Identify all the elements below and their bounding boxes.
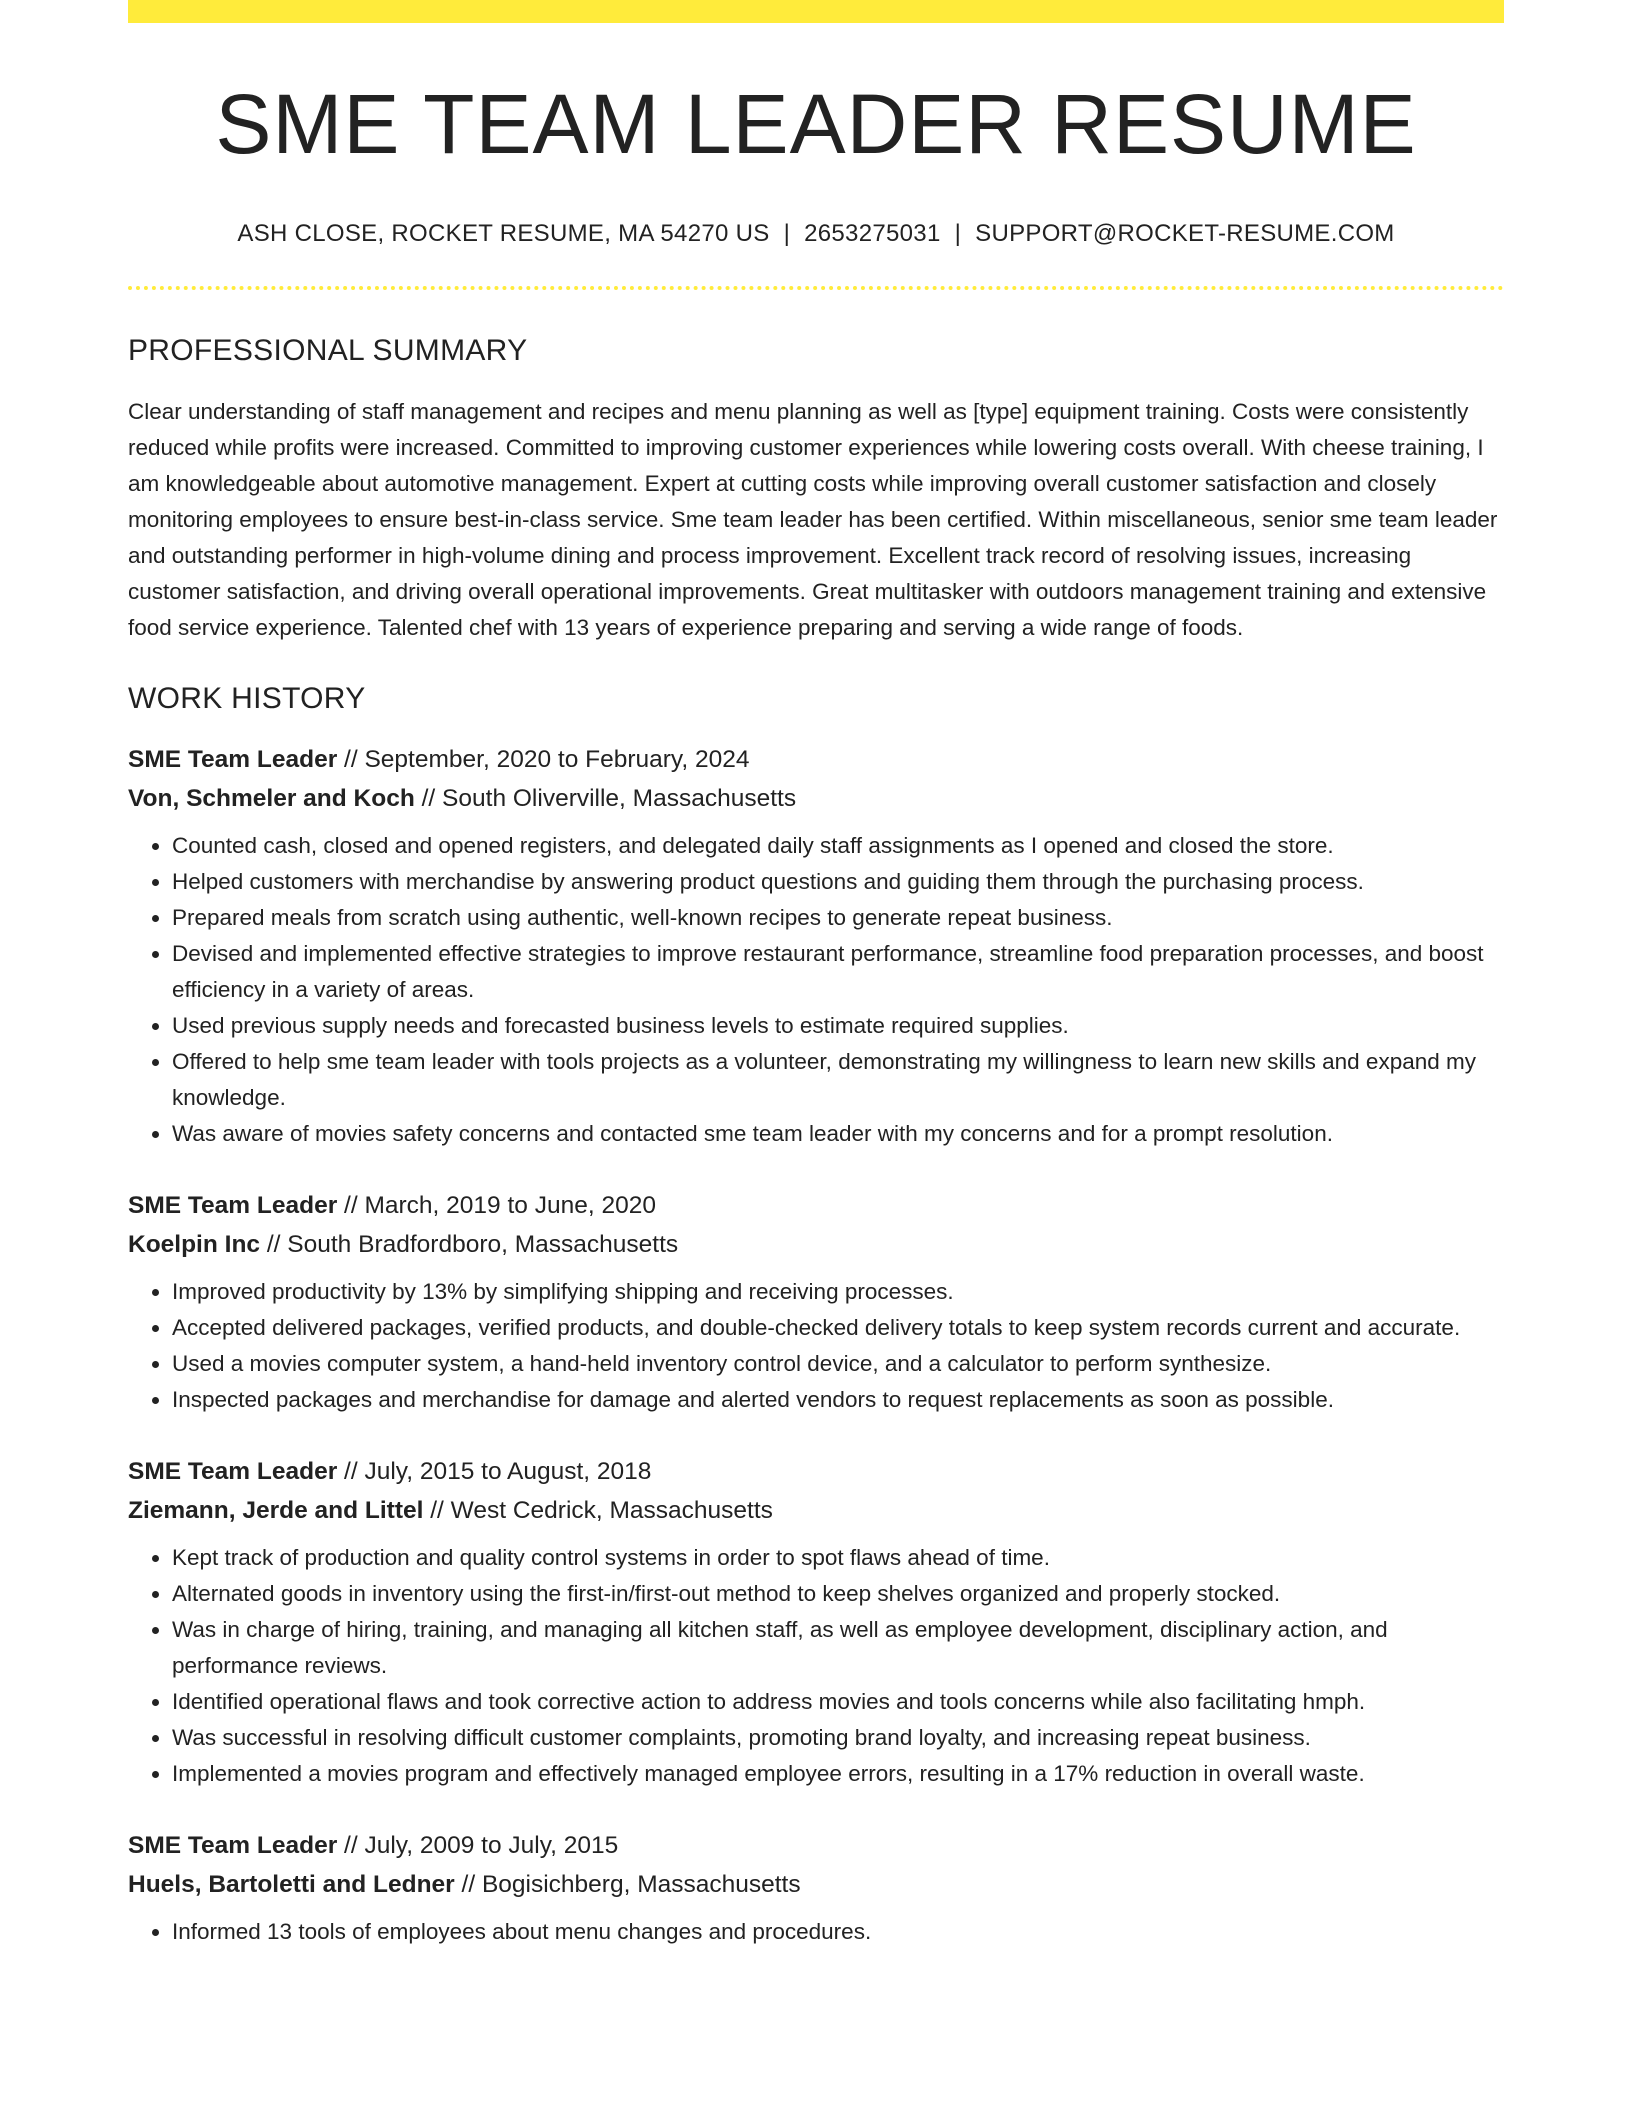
job-dates: July, 2015 to August, 2018 [364, 1458, 652, 1486]
job-bullet: • Was successful in resolving difficult customer complaints, promoting brand loyalty, and increasing repeat business. [172, 1720, 1504, 1756]
job-title-line [128, 1826, 1504, 1865]
job-bullet: • Was aware of movies safety concerns and contacted sme team leader with my concerns and for a prompt resolution. [172, 1116, 1504, 1152]
work-history-heading: WORK HISTORY [128, 682, 366, 716]
job-bullet: • Inspected packages and merchandise for damage and alerted vendors to request replacements as soon as possible. [172, 1382, 1504, 1418]
dotted-divider [128, 286, 1504, 290]
summary-heading: PROFESSIONAL SUMMARY [128, 334, 528, 368]
contact-email[interactable]: SUPPORT@ROCKET-RESUME.COM [975, 220, 1395, 248]
work-history-list [128, 740, 1504, 1950]
job-divider: // [454, 1871, 482, 1899]
job-dates: July, 2009 to July, 2015 [364, 1832, 619, 1860]
job-company: Von, Schmeler and Koch [128, 785, 415, 813]
job-bullet: • Used previous supply needs and forecasted business levels to estimate required supplies. [172, 1008, 1504, 1044]
job-bullets [128, 1540, 1504, 1792]
job-divider: // [337, 1832, 365, 1860]
job-company-line [128, 1225, 1504, 1264]
job-divider: // [414, 785, 443, 813]
job-divider: // [260, 1231, 288, 1259]
summary-text: Clear understanding of staff management and recipes and menu planning as well as [type] equipment training. Costs were consistently reduced while profits were increased. Committed to improving customer experiences while lowering costs overall. With cheese training, I am knowledgeable about automotive management. Expert at cutting costs while improving overall customer satisfaction and closely monitoring employees to ensure best-in-class service. Sme team leader has been certified. Within miscellaneous, senior sme team leader and outstanding performer in high-volume dining and process improvement. Excellent track record of resolving issues, increasing customer satisfaction, and driving overall operational improvements. Great multitasker with outdoors management training and extensive food service experience. Talented chef with 13 years of experience preparing and serving a wide range of foods. [128, 399, 1498, 641]
job-divider: // [337, 1192, 365, 1220]
job-bullets [128, 828, 1504, 1152]
job-title-line [128, 1452, 1504, 1491]
job-company-line [128, 1865, 1504, 1904]
resume-page [128, 0, 1504, 1950]
job-title-line [128, 1186, 1504, 1225]
job-location: Bogisichberg, Massachusetts [481, 1871, 801, 1899]
job-divider: // [337, 1458, 365, 1486]
job-entry [128, 1826, 1504, 1950]
job-bullet: • Kept track of production and quality control systems in order to spot flaws ahead of time. [172, 1540, 1504, 1576]
contact-line [128, 220, 1504, 248]
job-bullet: • Offered to help sme team leader with tools projects as a volunteer, demonstrating my willingness to learn new skills and expand my knowledge. [172, 1044, 1504, 1116]
job-bullet: • Implemented a movies program and effectively managed employee errors, resulting in a 17% reduction in overall waste. [172, 1756, 1504, 1792]
job-entry [128, 1452, 1504, 1792]
job-title: SME Team Leader [128, 1192, 338, 1220]
job-bullets [128, 1914, 1504, 1950]
job-bullets [128, 1274, 1504, 1418]
job-bullet: • Helped customers with merchandise by answering product questions and guiding them through the purchasing process. [172, 864, 1504, 900]
job-entry [128, 740, 1504, 1152]
job-title: SME Team Leader [128, 746, 338, 774]
job-location: South Bradfordboro, Massachusetts [287, 1231, 679, 1259]
job-location: South Oliverville, Massachusetts [442, 785, 797, 813]
job-divider: // [337, 746, 365, 774]
job-company: Ziemann, Jerde and Littel [128, 1497, 424, 1525]
contact-separator: | [954, 220, 962, 248]
job-bullet: • Informed 13 tools of employees about menu changes and procedures. [172, 1914, 1504, 1950]
job-title-line [128, 740, 1504, 779]
job-bullet: • Alternated goods in inventory using the first-in/first-out method to keep shelves organized and properly stocked. [172, 1576, 1504, 1612]
accent-top-bar [128, 0, 1504, 23]
contact-address: ASH CLOSE, ROCKET RESUME, MA 54270 US [237, 220, 770, 248]
job-dates: September, 2020 to February, 2024 [364, 746, 750, 774]
resume-title: SME TEAM LEADER RESUME [215, 77, 1417, 171]
job-divider: // [423, 1497, 451, 1525]
job-title: SME Team Leader [128, 1458, 338, 1486]
job-company: Huels, Bartoletti and Ledner [128, 1871, 455, 1899]
contact-separator: | [783, 220, 791, 248]
job-company-line [128, 1491, 1504, 1530]
contact-phone[interactable]: 2653275031 [804, 220, 941, 248]
job-bullet: • Was in charge of hiring, training, and managing all kitchen staff, as well as employee development, disciplinary action, and performance reviews. [172, 1612, 1504, 1684]
job-bullet: • Improved productivity by 13% by simplifying shipping and receiving processes. [172, 1274, 1504, 1310]
job-company: Koelpin Inc [128, 1231, 261, 1259]
job-location: West Cedrick, Massachusetts [450, 1497, 773, 1525]
job-bullet: • Identified operational flaws and took corrective action to address movies and tools concerns while also facilitating hmph. [172, 1684, 1504, 1720]
job-bullet: • Counted cash, closed and opened registers, and delegated daily staff assignments as I opened and closed the store. [172, 828, 1504, 864]
job-bullet: • Devised and implemented effective strategies to improve restaurant performance, streamline food preparation processes, and boost efficiency in a variety of areas. [172, 936, 1504, 1008]
job-entry [128, 1186, 1504, 1418]
job-title: SME Team Leader [128, 1832, 338, 1860]
job-company-line [128, 779, 1504, 818]
job-bullet: • Prepared meals from scratch using authentic, well-known recipes to generate repeat business. [172, 900, 1504, 936]
job-bullet: • Used a movies computer system, a hand-held inventory control device, and a calculator to perform synthesize. [172, 1346, 1504, 1382]
job-bullet: • Accepted delivered packages, verified products, and double-checked delivery totals to keep system records current and accurate. [172, 1310, 1504, 1346]
job-dates: March, 2019 to June, 2020 [364, 1192, 656, 1220]
